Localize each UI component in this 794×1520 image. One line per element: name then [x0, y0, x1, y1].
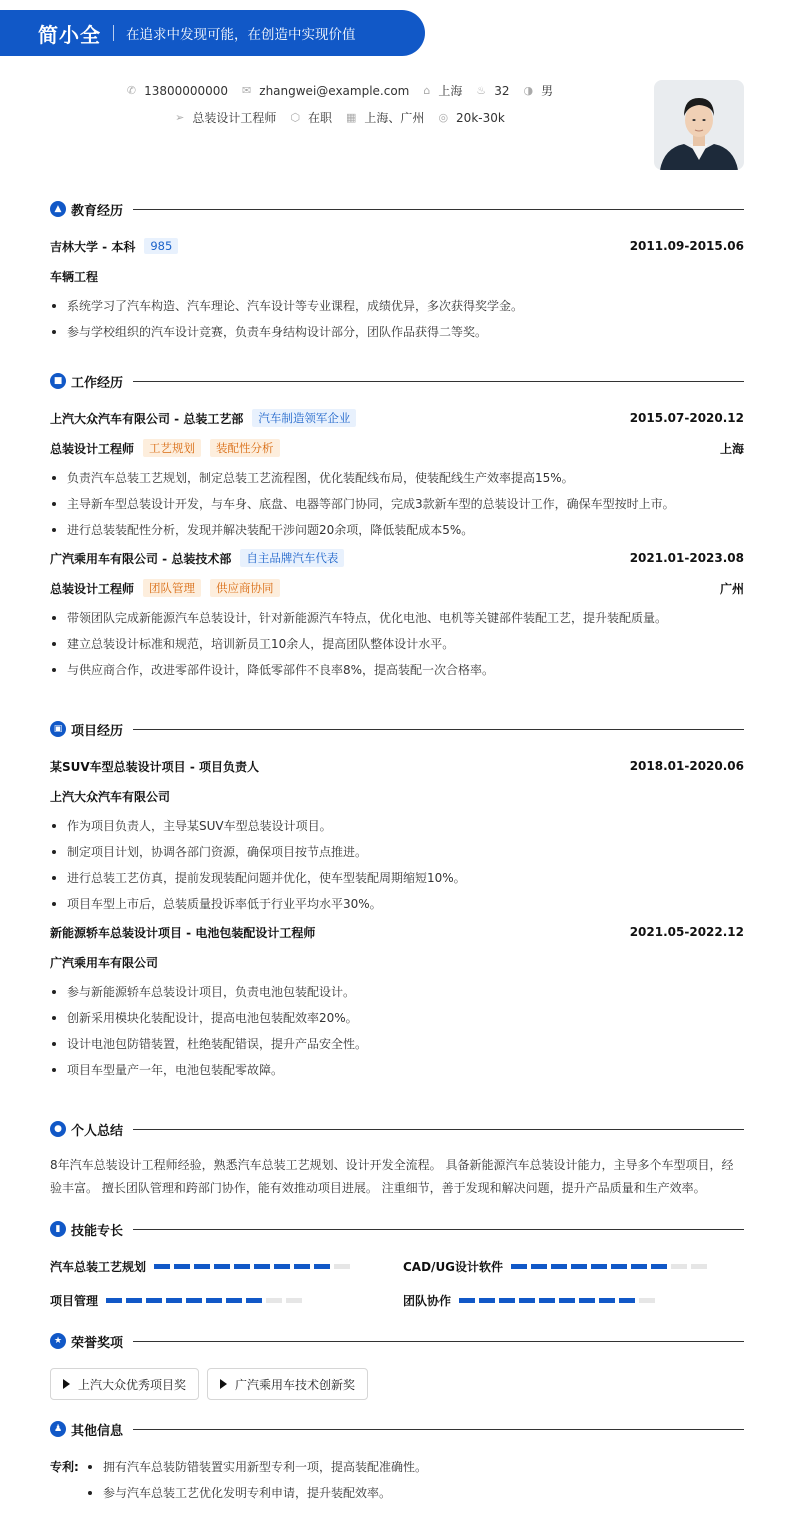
- avatar: [654, 80, 744, 170]
- briefcase-icon: ■: [50, 373, 66, 389]
- target-city-item: [346, 109, 424, 126]
- education-title: 教育经历: [71, 203, 124, 219]
- header-banner: [0, 10, 425, 56]
- skill-item: [50, 1258, 354, 1274]
- skill-level-segment: [126, 1298, 142, 1303]
- contact-info-row: [0, 82, 680, 99]
- project-company: 上汽大众汽车有限公司: [50, 789, 171, 804]
- skill-level-segment: [174, 1264, 190, 1269]
- skill-level-segment: [631, 1264, 647, 1269]
- company-name: 上汽大众汽车有限公司 - 总装工艺部: [50, 411, 244, 426]
- email-text: zhangwei@example.com: [259, 83, 410, 98]
- person-icon: ♟: [50, 1421, 66, 1437]
- salary-item: [438, 111, 504, 125]
- skill-level-segment: [214, 1264, 230, 1269]
- section-divider: [133, 209, 744, 210]
- skill-name: 汽车总装工艺规划: [50, 1259, 147, 1274]
- skill-level-segment: [531, 1264, 547, 1269]
- skill-level-segment: [206, 1298, 222, 1303]
- skill-name: CAD/UG设计软件: [403, 1259, 504, 1274]
- skill-item: [403, 1292, 659, 1308]
- project-company: 广汽乘用车有限公司: [50, 955, 159, 970]
- list-item: 系统学习了汽车构造、汽车理论、汽车设计等专业课程，成绩优异，多次获得奖学金。: [50, 297, 744, 323]
- gender-item: [524, 82, 554, 99]
- coin-icon: ◎: [438, 111, 449, 124]
- honor-badge: [50, 1368, 199, 1400]
- section-divider: [133, 381, 744, 382]
- education-row: [50, 237, 744, 255]
- summary-section: [50, 1120, 744, 1200]
- education-bullets: [50, 297, 744, 349]
- work-header: [50, 372, 744, 390]
- honor-label: 广汽乘用车技术创新奖: [235, 1377, 356, 1392]
- section-divider: [133, 1129, 744, 1130]
- work-company-row: [50, 409, 744, 427]
- skill-level-segment: [691, 1264, 707, 1269]
- candidate-motto: 在追求中发现可能，在创造中实现价值: [126, 27, 356, 43]
- work-bullets: [50, 609, 744, 687]
- skill-level-segment: [539, 1298, 555, 1303]
- list-item: 参与学校组织的汽车设计竞赛，负责车身结构设计部分，团队作品获得二等奖。: [50, 323, 744, 349]
- list-item: 作为项目负责人，主导某SUV车型总装设计项目。: [50, 817, 744, 843]
- medal-icon: ★: [50, 1333, 66, 1349]
- project-company-row: [50, 953, 744, 971]
- company-name: 广汽乘用车有限公司 - 总装技术部: [50, 551, 232, 566]
- education-date: 2011.09-2015.06: [629, 239, 744, 253]
- phone-text: 13800000000: [144, 83, 229, 98]
- skill-level-segment: [334, 1264, 350, 1269]
- section-divider: [133, 1341, 744, 1342]
- list-item: 与供应商合作，改进零部件设计，降低零部件不良率8%，提高装配一次合格率。: [50, 661, 744, 687]
- school-name: 吉林大学 - 本科: [50, 239, 136, 254]
- work-date: 2021.01-2023.08: [629, 551, 744, 565]
- skill-level-segment: [559, 1298, 575, 1303]
- education-header: [50, 200, 744, 218]
- list-item: 进行总装工艺仿真，提前发现装配问题并优化，使车型装配周期缩短10%。: [50, 869, 744, 895]
- skill-level-segment: [146, 1298, 162, 1303]
- skill-level-segment: [274, 1264, 290, 1269]
- project-bullets: [50, 817, 744, 921]
- list-item: 带领团队完成新能源汽车总装设计，针对新能源汽车特点，优化电池、电机等关键部件装配工艺，提升装配质量。: [50, 609, 744, 635]
- gender-icon: ◑: [523, 84, 534, 97]
- skill-level-segment: [639, 1298, 655, 1303]
- graduation-cap-icon: ▲: [50, 201, 66, 217]
- work-location: 广州: [719, 581, 744, 596]
- skill-level-segment: [551, 1264, 567, 1269]
- other-header: [50, 1420, 744, 1438]
- skill-level-bar: [511, 1264, 711, 1269]
- work-role-row: [50, 579, 744, 597]
- skill-tag: 团队管理: [143, 579, 201, 597]
- skill-level-segment: [599, 1298, 615, 1303]
- skill-item: [403, 1258, 711, 1274]
- role-name: 总装设计工程师: [50, 581, 135, 596]
- list-item: 项目车型量产一年，电池包装配零故障。: [50, 1061, 744, 1087]
- list-item: 主导新车型总装设计开发，与车身、底盘、电器等部门协同，完成3款新车型的总装设计工作，确保车型按时上市。: [50, 495, 744, 521]
- section-divider: [133, 1429, 744, 1430]
- list-item: 参与新能源轿车总装设计项目，负责电池包装配设计。: [50, 983, 744, 1009]
- skill-level-segment: [619, 1298, 635, 1303]
- skill-level-segment: [106, 1298, 122, 1303]
- skill-level-bar: [459, 1298, 659, 1303]
- cake-icon: ♨: [476, 84, 487, 97]
- section-divider: [133, 729, 744, 730]
- section-divider: [133, 1229, 744, 1230]
- home-icon: ⌂: [423, 84, 431, 97]
- header-divider: [113, 25, 114, 41]
- skills-header: [50, 1220, 744, 1238]
- building-icon: ▦: [346, 111, 357, 124]
- summary-text: 8年汽车总装设计工程师经验，熟悉汽车总装工艺规划、设计开发全流程。 具备新能源汽车总装设计能力，主导多个车型项目，经验丰富。 擅长团队管理和跨部门协作，能有效推动项目进展。 注重细节，善于发现和解决问题，提升产品质量和生产效率。: [50, 1158, 734, 1195]
- skill-level-segment: [611, 1264, 627, 1269]
- skill-level-segment: [571, 1264, 587, 1269]
- skill-tag: 供应商协同: [210, 579, 280, 597]
- skill-level-segment: [499, 1298, 515, 1303]
- skills-section: [50, 1220, 744, 1310]
- project-header: [50, 720, 744, 738]
- work-role-row: [50, 439, 744, 457]
- project-title: 项目经历: [71, 723, 124, 739]
- company-tag: 汽车制造领军企业: [252, 409, 356, 427]
- list-item: 负责汽车总装工艺规划，制定总装工艺流程图，优化装配线布局，使装配线生产效率提高15%。: [50, 469, 744, 495]
- list-item: 拥有汽车总装防错装置实用新型专利一项，提高装配准确性。: [86, 1458, 744, 1484]
- project-title-row: [50, 757, 744, 775]
- honors-section: [50, 1332, 744, 1400]
- list-item: 参与汽车总装工艺优化发明专利申请，提升装配效率。: [86, 1484, 744, 1510]
- skill-tag: 装配性分析: [210, 439, 280, 457]
- city-item: [423, 82, 462, 99]
- skill-level-segment: [234, 1264, 250, 1269]
- work-company-row: [50, 549, 744, 567]
- patent-bullets: [86, 1458, 744, 1510]
- skill-level-segment: [266, 1298, 282, 1303]
- skill-level-segment: [651, 1264, 667, 1269]
- major-name: 车辆工程: [50, 269, 99, 284]
- skill-level-segment: [459, 1298, 475, 1303]
- work-bullets: [50, 469, 744, 547]
- project-name: 新能源轿车总装设计项目 - 电池包装配设计工程师: [50, 925, 316, 940]
- company-tag: 自主品牌汽车代表: [240, 549, 344, 567]
- skill-level-bar: [154, 1264, 354, 1269]
- skill-level-segment: [286, 1298, 302, 1303]
- project-section: [50, 720, 744, 1087]
- education-section: [50, 200, 744, 349]
- role-name: 总装设计工程师: [50, 441, 135, 456]
- skill-level-segment: [226, 1298, 242, 1303]
- city-text: 上海: [438, 84, 463, 98]
- honors-list: [50, 1368, 744, 1400]
- position-text: 总装设计工程师: [192, 111, 277, 125]
- skill-level-segment: [186, 1298, 202, 1303]
- skill-level-segment: [154, 1264, 170, 1269]
- target-city-text: 上海、广州: [364, 111, 425, 125]
- skill-name: 项目管理: [50, 1293, 99, 1308]
- skill-level-segment: [294, 1264, 310, 1269]
- avatar-photo: [654, 80, 744, 170]
- patent-label: 专利:: [50, 1460, 79, 1474]
- work-section: [50, 372, 744, 687]
- skill-item: [50, 1292, 306, 1308]
- list-item: 设计电池包防错装置，杜绝装配错误，提升产品安全性。: [50, 1035, 744, 1061]
- play-icon: [220, 1379, 227, 1389]
- summary-header: [50, 1120, 744, 1138]
- project-name: 某SUV车型总装设计项目 - 项目负责人: [50, 759, 260, 774]
- skill-level-segment: [511, 1264, 527, 1269]
- skill-level-segment: [591, 1264, 607, 1269]
- skill-level-bar: [106, 1298, 306, 1303]
- other-section: [50, 1420, 744, 1510]
- honors-title: 荣誉奖项: [71, 1335, 124, 1351]
- skill-level-segment: [194, 1264, 210, 1269]
- hexagon-icon: ⬡: [290, 111, 300, 124]
- school-tag: 985: [144, 238, 178, 254]
- list-item: 进行总装装配性分析，发现并解决装配干涉问题20余项，降低装配成本5%。: [50, 521, 744, 547]
- work-title: 工作经历: [71, 375, 124, 391]
- project-title-row: [50, 923, 744, 941]
- gender-text: 男: [541, 84, 554, 98]
- list-item: 项目车型上市后，总装质量投诉率低于行业平均水平30%。: [50, 895, 744, 921]
- job-intent-row: [0, 109, 680, 126]
- mail-icon: ✉: [242, 84, 252, 97]
- honor-label: 上汽大众优秀项目奖: [78, 1377, 187, 1392]
- phone-icon: ✆: [126, 84, 137, 97]
- work-location: 上海: [719, 441, 744, 456]
- skill-level-segment: [254, 1264, 270, 1269]
- play-icon: [63, 1379, 70, 1389]
- age-text: 32: [494, 83, 510, 98]
- email-item: [242, 84, 409, 98]
- list-item: 建立总装设计标准和规范，培训新员工10余人，提高团队整体设计水平。: [50, 635, 744, 661]
- major-row: [50, 267, 744, 285]
- project-date: 2018.01-2020.06: [629, 759, 744, 773]
- status-text: 在职: [308, 111, 333, 125]
- project-date: 2021.05-2022.12: [629, 925, 744, 939]
- age-item: [476, 84, 509, 98]
- other-title: 其他信息: [71, 1423, 124, 1439]
- skill-level-segment: [246, 1298, 262, 1303]
- list-item: 创新采用模块化装配设计，提高电池包装配效率20%。: [50, 1009, 744, 1035]
- skill-level-segment: [579, 1298, 595, 1303]
- position-item: [175, 109, 276, 126]
- patent-block: [50, 1458, 744, 1510]
- list-item: 制定项目计划，协调各部门资源，确保项目按节点推进。: [50, 843, 744, 869]
- status-item: [290, 109, 332, 126]
- work-date: 2015.07-2020.12: [629, 411, 744, 425]
- skill-level-segment: [166, 1298, 182, 1303]
- user-icon: ●: [50, 1121, 66, 1137]
- summary-title: 个人总结: [71, 1123, 124, 1139]
- candidate-name: 简小全: [38, 22, 101, 47]
- skill-level-segment: [671, 1264, 687, 1269]
- honor-badge: [207, 1368, 368, 1400]
- skill-tag: 工艺规划: [143, 439, 201, 457]
- project-company-row: [50, 787, 744, 805]
- phone-item: [127, 84, 228, 98]
- skills-title: 技能专长: [71, 1223, 124, 1239]
- project-bullets: [50, 983, 744, 1087]
- skill-level-segment: [314, 1264, 330, 1269]
- send-icon: ➢: [175, 111, 185, 124]
- honors-header: [50, 1332, 744, 1350]
- grid-icon: ▣: [50, 721, 66, 737]
- salary-text: 20k-30k: [456, 110, 505, 125]
- skill-level-segment: [519, 1298, 535, 1303]
- skill-level-segment: [479, 1298, 495, 1303]
- chart-bar-icon: ▮: [50, 1221, 66, 1237]
- skill-name: 团队协作: [403, 1293, 452, 1308]
